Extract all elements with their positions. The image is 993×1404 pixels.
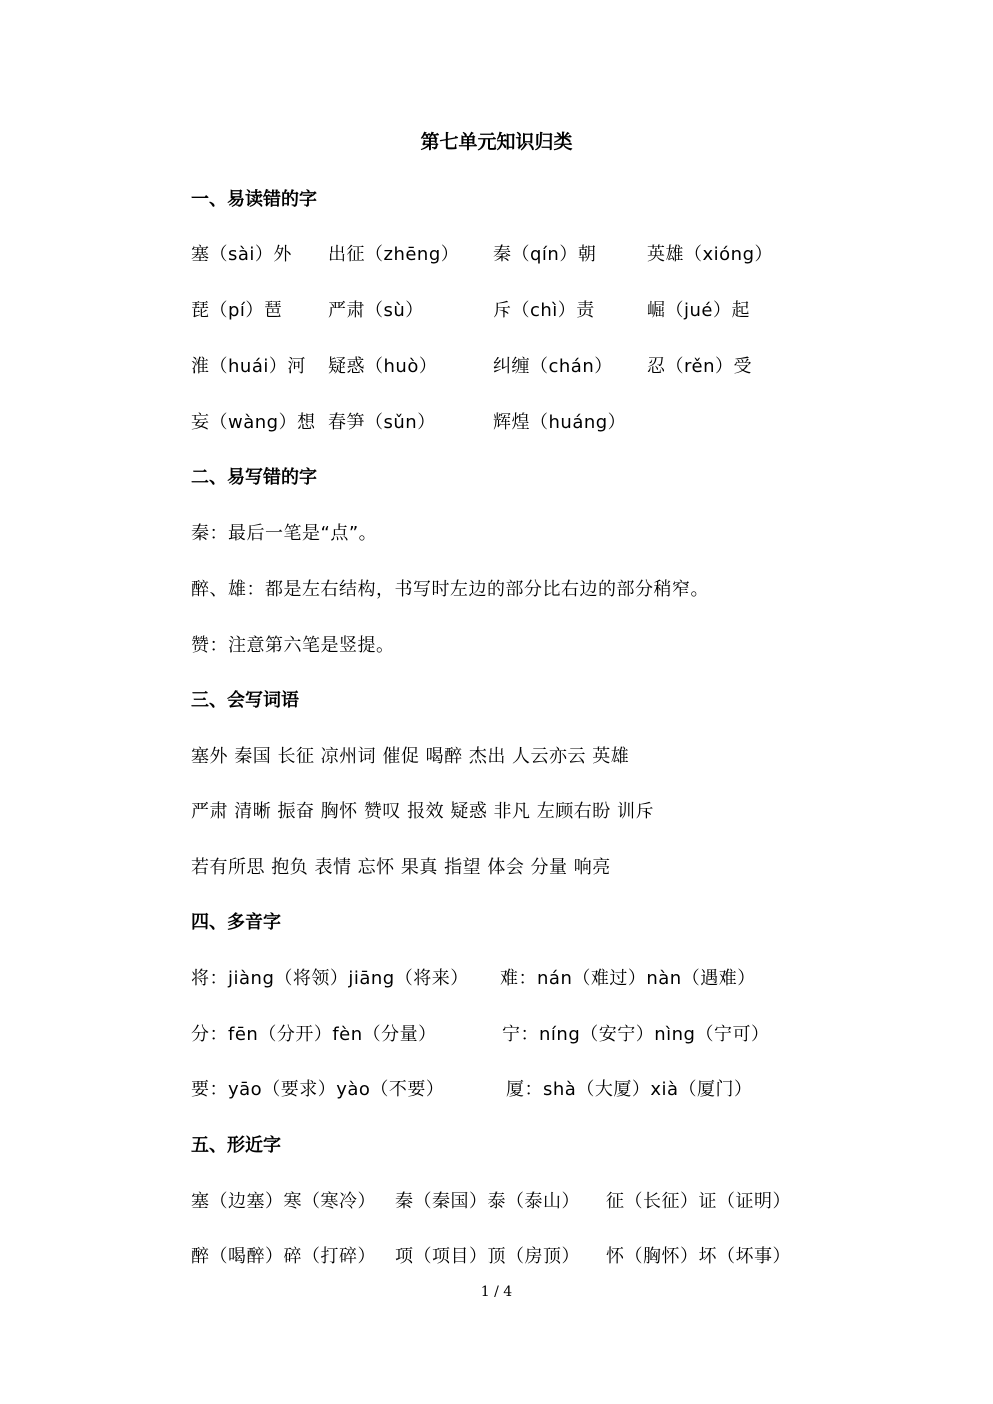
polyphone-cell: 分：fēn（分开）fèn（分量） bbox=[191, 1024, 437, 1045]
word-cell: 纠缠（chán） bbox=[493, 356, 613, 377]
text-line: 塞外 秦国 长征 凉州词 催促 喝醉 杰出 人云亦云 英雄 bbox=[191, 746, 630, 767]
word-cell: 斥（chì）责 bbox=[493, 300, 595, 321]
word-cell: 琵（pí）琶 bbox=[191, 300, 283, 321]
page-number: 1 / 4 bbox=[480, 1284, 513, 1300]
word-cell: 淮（huái）河 bbox=[191, 356, 306, 377]
similar-char-cell: 秦（秦国）泰（泰山） bbox=[395, 1191, 580, 1212]
similar-char-cell: 怀（胸怀）坏（坏事） bbox=[606, 1246, 791, 1267]
similar-char-cell: 醉（喝醉）碎（打碎） bbox=[191, 1246, 376, 1267]
word-cell: 春笋（sǔn） bbox=[328, 412, 436, 433]
section-heading: 四、多音字 bbox=[191, 912, 281, 933]
text-line: 若有所思 抱负 表情 忘怀 果真 指望 体会 分量 响亮 bbox=[191, 857, 611, 878]
word-cell: 严肃（sù） bbox=[328, 300, 424, 321]
word-cell: 辉煌（huáng） bbox=[493, 412, 627, 433]
text-line: 秦：最后一笔是“点”。 bbox=[191, 523, 378, 544]
polyphone-cell: 难：nán（难过）nàn（遇难） bbox=[500, 968, 756, 989]
word-cell: 英雄（xióng） bbox=[647, 244, 773, 265]
word-cell: 疑惑（huò） bbox=[328, 356, 438, 377]
polyphone-cell: 要：yāo（要求）yào（不要） bbox=[191, 1079, 445, 1100]
section-heading: 一、易读错的字 bbox=[191, 189, 317, 210]
section-heading: 五、形近字 bbox=[191, 1135, 281, 1156]
text-line: 醉、雄：都是左右结构，书写时左边的部分比右边的部分稍窄。 bbox=[191, 579, 709, 600]
word-cell: 崛（jué）起 bbox=[647, 300, 750, 321]
text-line: 严肃 清晰 振奋 胸怀 赞叹 报效 疑惑 非凡 左顾右盼 训斥 bbox=[191, 801, 654, 822]
section-heading: 二、易写错的字 bbox=[191, 467, 317, 488]
polyphone-cell: 宁：níng（安宁）nìng（宁可） bbox=[502, 1024, 770, 1045]
polyphone-cell: 厦：shà（大厦）xià（厦门） bbox=[506, 1079, 753, 1100]
word-cell: 秦（qín）朝 bbox=[493, 244, 597, 265]
text-line: 赞：注意第六笔是竖提。 bbox=[191, 635, 395, 656]
word-cell: 忍（rěn）受 bbox=[647, 356, 752, 377]
word-cell: 妄（wàng）想 bbox=[191, 412, 316, 433]
similar-char-cell: 塞（边塞）寒（寒冷） bbox=[191, 1191, 376, 1212]
similar-char-cell: 项（项目）顶（房顶） bbox=[395, 1246, 580, 1267]
polyphone-cell: 将：jiàng（将领）jiāng（将来） bbox=[191, 968, 469, 989]
similar-char-cell: 征（长征）证（证明） bbox=[606, 1191, 791, 1212]
section-heading: 三、会写词语 bbox=[191, 690, 299, 711]
word-cell: 出征（zhēng） bbox=[328, 244, 460, 265]
page-title: 第七单元知识归类 bbox=[420, 131, 573, 153]
word-cell: 塞（sài）外 bbox=[191, 244, 292, 265]
